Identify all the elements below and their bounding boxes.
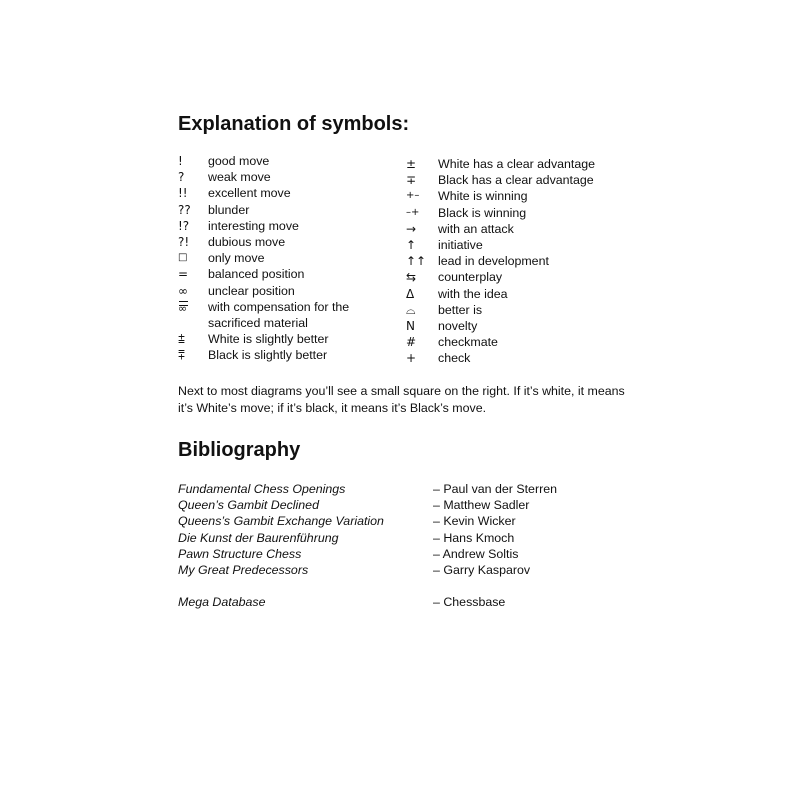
book-author: – Kevin Wicker (433, 514, 516, 529)
book-title: Die Kunst der Baurenführung (178, 530, 339, 545)
symbol-description: good move (208, 154, 270, 168)
segment-icon: ⌓ (406, 302, 416, 317)
symbol-description: weak move (208, 170, 271, 185)
symbol-description: Black has a clear advantage (438, 173, 594, 188)
counterplay-arrows-icon: ⇆ (406, 270, 417, 285)
bibliography-entry (178, 497, 598, 513)
symbol-description: better is (438, 302, 483, 317)
symbol-glyph: ! (178, 154, 183, 168)
symbol-glyph: + (406, 351, 417, 366)
symbol-description: with compensation for the (208, 299, 350, 314)
book-author: – Matthew Sadler (433, 498, 530, 513)
book-author: – Hans Kmoch (433, 530, 515, 545)
symbol-description: with the idea (438, 286, 508, 301)
symbol-description: lead in development (438, 254, 549, 269)
book-author: – Andrew Soltis (433, 546, 519, 561)
bibliography-entry (178, 562, 598, 578)
symbol-description: unclear position (208, 283, 295, 298)
symbol-glyph: ?? (178, 202, 191, 217)
book-title: My Great Predecessors (178, 562, 309, 577)
bibliography-entry (178, 546, 598, 562)
symbol-description: novelty (438, 318, 478, 333)
bibliography-entry (178, 481, 598, 497)
symbol-description: blunder (208, 202, 250, 217)
symbol-description: counterplay (438, 270, 503, 285)
symbol-glyph: –+ (406, 206, 420, 218)
bibliography-entry (178, 594, 598, 610)
symbol-description: Black is slightly better (208, 348, 328, 363)
book-title: Pawn Structure Chess (178, 546, 302, 561)
symbol-description: Black is winning (438, 205, 527, 220)
symbol-glyph: ?! (178, 234, 190, 249)
symbol-description: White is winning (438, 189, 528, 204)
book-title: Fundamental Chess Openings (178, 482, 346, 496)
symbol-description-continued: sacrificed material (208, 315, 308, 330)
symbol-description: interesting move (208, 218, 299, 233)
symbol-description: White is slightly better (208, 332, 329, 347)
symbol-glyph: = (178, 267, 189, 282)
symbols-heading: Explanation of symbols: (178, 113, 410, 135)
symbol-description: initiative (438, 237, 483, 252)
symbol-description: check (438, 351, 471, 366)
bibliography-heading: Bibliography (178, 439, 301, 461)
symbol-description: excellent move (208, 186, 291, 201)
symbol-glyph: +– (406, 190, 420, 202)
book-title: Queen’s Gambit Declined (178, 498, 319, 513)
book-title: Queens’s Gambit Exchange Variation (178, 514, 384, 529)
symbol-glyph: ⩲ (178, 332, 186, 347)
symbol-glyph: ± (406, 157, 417, 171)
compensation-glyph: ∞ (178, 301, 188, 315)
symbol-glyph: ∓ (406, 173, 417, 188)
symbol-description: with an attack (438, 221, 514, 236)
symbol-glyph: !? (178, 218, 190, 233)
arrow-right-icon: → (406, 221, 417, 236)
symbol-glyph: ⩱ (178, 348, 186, 363)
symbol-glyph: !! (178, 186, 188, 201)
arrow-up-icon: ↑ (406, 237, 417, 252)
database-title: Mega Database (178, 595, 266, 610)
bibliography-list (178, 481, 598, 610)
only-move-square-icon: □ (178, 252, 188, 264)
compensation-icon (178, 299, 206, 315)
delta-icon: Δ (406, 286, 415, 301)
symbol-description: balanced position (208, 267, 305, 282)
bibliography-entry (178, 530, 598, 546)
diagram-note: Next to most diagrams you’ll see a small square on the right. If it’s white, it means it’s White’s move; if it’s black, it means it’s Black’s move. (178, 384, 625, 415)
symbol-description: White has a clear advantage (438, 157, 596, 171)
symbol-description: dubious move (208, 234, 286, 249)
infinity-icon: ∞ (178, 283, 188, 298)
bibliography-entry (178, 513, 598, 529)
book-author: – Garry Kasparov (433, 562, 531, 577)
symbol-description: only move (208, 251, 265, 266)
symbol-glyph: N (406, 318, 415, 333)
symbol-glyph: # (406, 335, 417, 350)
symbol-glyph: ? (178, 170, 185, 185)
database-publisher: – Chessbase (433, 595, 506, 610)
double-arrow-up-icon: ↑↑ (406, 254, 427, 269)
book-author: – Paul van der Sterren (433, 482, 557, 496)
symbol-description: checkmate (438, 335, 498, 350)
